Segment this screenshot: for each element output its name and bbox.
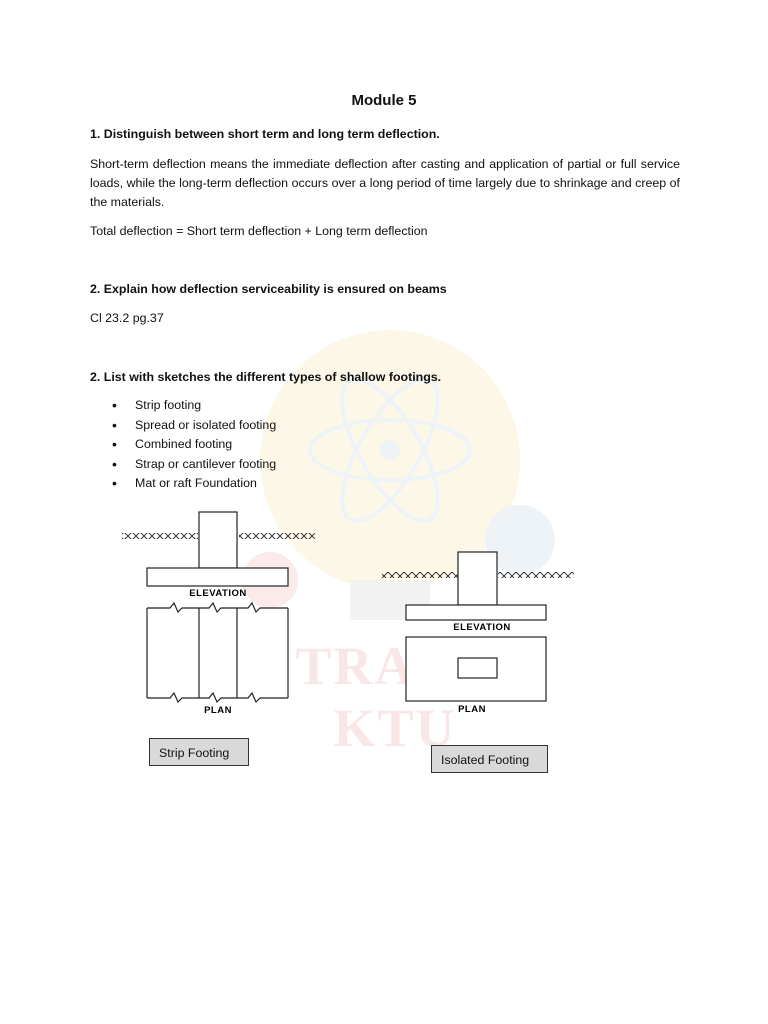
list-item: • Spread or isolated footing [90, 416, 276, 436]
elevation-label: ELEVATION [189, 588, 247, 599]
isolated-footing-caption: Isolated Footing [431, 745, 548, 773]
question-2-answer: Cl 23.2 pg.37 [90, 311, 164, 325]
deflection-formula: Total deflection = Short term deflection + Long term deflection [90, 224, 428, 238]
elevation-label: ELEVATION [453, 622, 511, 633]
ground-hatch [382, 572, 458, 578]
isolated-footing-base [406, 605, 546, 620]
question-2-heading: 2. Explain how deflection serviceability is ensured on beams [90, 282, 447, 296]
question-1-heading: 1. Distinguish between short term and long term deflection. [90, 127, 440, 141]
isolated-plan-column [458, 658, 497, 678]
column-stem [458, 552, 497, 605]
strip-footing-caption: Strip Footing [149, 738, 249, 766]
question-1-paragraph: Short-term deflection means the immediate deflection after casting and application of partial or full service loads, while the long-term deflection occurs over a long period of time largely due to shrinkage and creep of the materials. [90, 157, 680, 209]
plan-label: PLAN [204, 705, 232, 716]
plan-label: PLAN [458, 704, 486, 715]
list-item: • Combined footing [90, 435, 276, 455]
ground-hatch [498, 572, 574, 578]
question-3-heading: 2. List with sketches the different types of shallow footings. [90, 370, 442, 384]
list-item: • Mat or raft Foundation [90, 474, 276, 494]
list-item: • Strap or cantilever footing [90, 455, 276, 475]
watermark-text: TRACE KTU [295, 636, 495, 758]
page-title: Module 5 [351, 92, 417, 109]
list-item: • Strip footing [90, 396, 276, 416]
